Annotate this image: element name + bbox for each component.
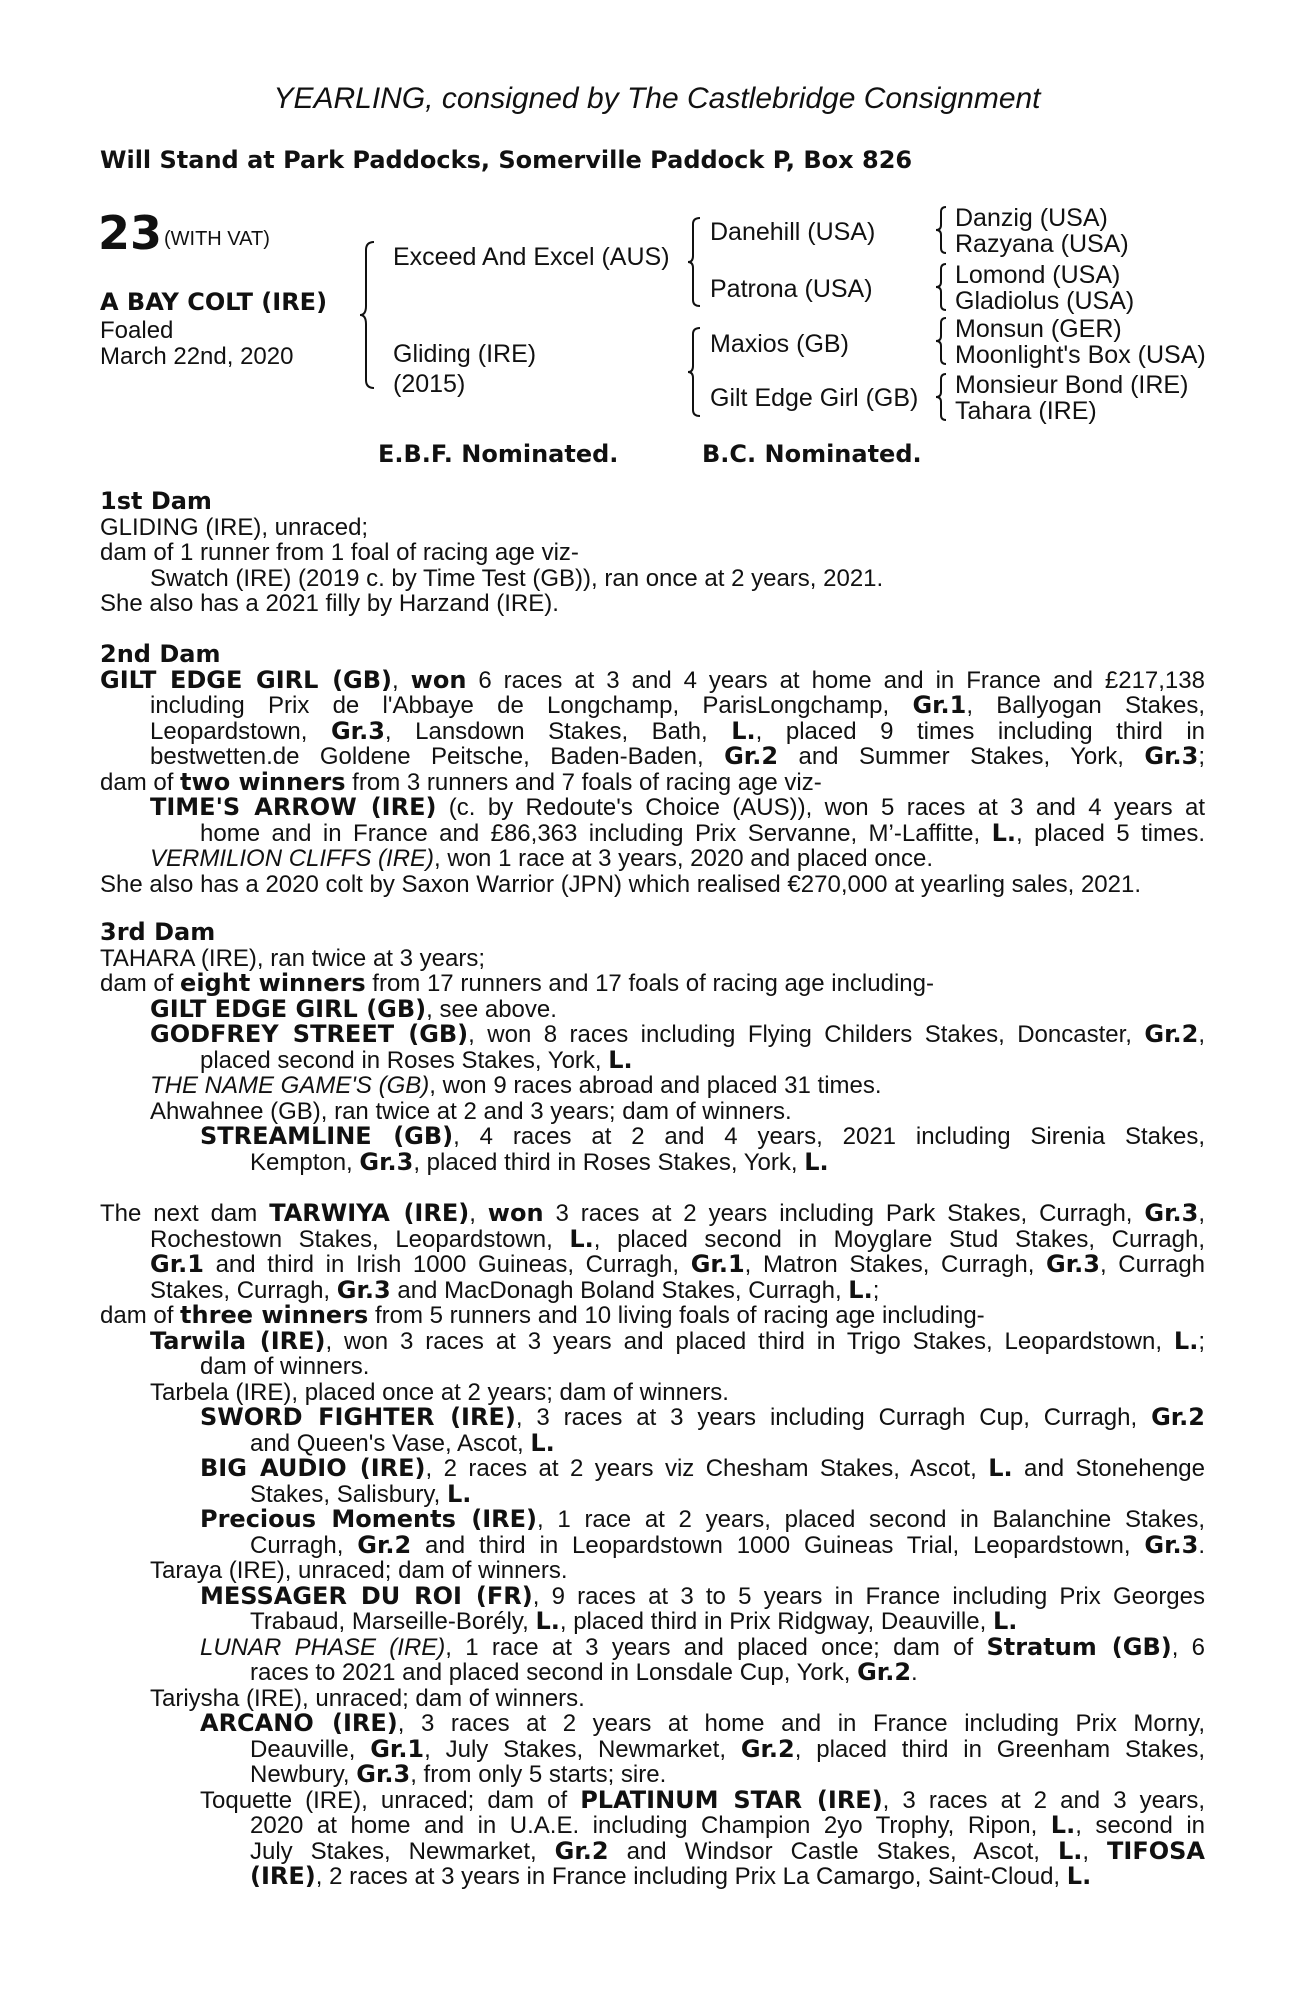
page-title: YEARLING, consigned by The Castlebridge Consignment xyxy=(273,82,1041,115)
text-line xyxy=(100,1124,1205,1150)
text-fragment: , 1 race at 2 years, placed second in Balanchine Stakes, xyxy=(537,1506,1205,1533)
horse-name: TIME'S ARROW (IRE) xyxy=(150,793,437,821)
grade-label: L. xyxy=(446,1479,472,1508)
third-dam-section xyxy=(100,920,1205,1175)
text-fragment: from 5 runners and 10 living foals of racing age including- xyxy=(368,1302,985,1329)
text-fragment: and third in Leopardstown 1000 Guineas Trial, Leopardstown, xyxy=(411,1531,1145,1559)
text-fragment: ; xyxy=(1198,743,1205,770)
text-line: GLIDING (IRE), unraced; xyxy=(100,513,369,541)
text-line xyxy=(100,693,1205,719)
text-fragment: and Queen's Vase, Ascot, xyxy=(250,1429,531,1457)
text-fragment: Leopardstown, xyxy=(150,717,331,745)
grade-label: Gr.3 xyxy=(1046,1250,1100,1278)
text-fragment: Trabaud, Marseille-Borély, xyxy=(250,1608,536,1635)
pedigree-g4: Gladiolus (USA) xyxy=(955,287,1135,315)
bold-word: eight winners xyxy=(180,969,366,997)
pedigree-g3: Lomond (USA) xyxy=(955,261,1121,289)
grade-label: Gr.3 xyxy=(1144,1199,1199,1227)
text-fragment: , placed 9 times including third in xyxy=(755,717,1206,745)
horse-name: MESSAGER DU ROI (FR) xyxy=(200,1581,533,1610)
text-fragment: Rochestown Stakes, Leopardstown, xyxy=(150,1225,570,1253)
pedigree-g7: Monsieur Bond (IRE) xyxy=(955,371,1189,399)
text-line xyxy=(100,846,1205,872)
text-fragment: and Summer Stakes, York, xyxy=(778,743,1145,770)
grade-label: Gr.1 xyxy=(690,1250,745,1278)
text-fragment: , 3 races at 2 years at home and in France including Prix Morny, xyxy=(397,1710,1205,1737)
text-line xyxy=(100,971,1205,997)
grade-label: L. xyxy=(731,716,756,745)
text-fragment: , placed third in Roses Stakes, York, xyxy=(413,1148,805,1176)
horse-name: GILT EDGE GIRL (GB) xyxy=(150,994,427,1023)
bold-word: two winners xyxy=(180,767,346,796)
text-fragment: , Matron Stakes, Curragh, xyxy=(744,1251,1047,1278)
horse-name: TIFOSA xyxy=(1107,1836,1205,1865)
second-dam-heading: 2nd Dam xyxy=(100,640,221,668)
grade-label: Gr.1 xyxy=(912,691,967,719)
text-line: The next dam TARWIYA (IRE), won 3 races at 2 years including Park Stakes, Curragh, Gr.3, xyxy=(100,1199,1206,1227)
ebf-nominated: E.B.F. Nominated. xyxy=(378,440,619,468)
text-fragment: , 3 races at 2 and 3 years, xyxy=(882,1786,1205,1814)
text-fragment: dam of xyxy=(100,1302,181,1329)
text-fragment: , 3 races at 3 years including Curragh Cup, Curragh, xyxy=(515,1404,1152,1431)
text-line xyxy=(100,1813,1205,1839)
horse-name: STREAMLINE (GB) xyxy=(200,1122,454,1150)
text-fragment: , second in xyxy=(1075,1812,1205,1839)
text-fragment: 6 races at 3 and 4 years at home and in France and £217,138 xyxy=(466,666,1205,694)
grade-label: L. xyxy=(608,1045,633,1074)
horse-name: Precious Moments (IRE) xyxy=(200,1505,538,1533)
grade-label: L. xyxy=(804,1147,829,1176)
pedigree-bracket-sire xyxy=(688,216,704,308)
text-fragment: and MacDonagh Boland Stakes, Curragh, xyxy=(390,1276,849,1304)
bc-nominated: B.C. Nominated. xyxy=(702,440,922,468)
text-line: Tarwila (IRE), won 3 races at 3 years and placed third in Trigo Stakes, Leopardstown, L.; xyxy=(150,1326,1205,1355)
text-line xyxy=(100,1275,1205,1304)
text-fragment: ; xyxy=(872,1276,880,1304)
text-fragment: , won 1 race at 3 years, 2020 and placed once. xyxy=(434,845,934,872)
text-line xyxy=(100,795,1205,821)
pedigree-sire-sire: Danehill (USA) xyxy=(710,218,876,246)
horse-name: Tarwila (IRE) xyxy=(150,1326,326,1355)
text-fragment: , Lansdown Stakes, Bath, xyxy=(384,717,732,745)
text-line: Tarbela (IRE), placed once at 2 years; dam of winners. xyxy=(150,1378,729,1406)
text-fragment: , won 9 races abroad and placed 31 times. xyxy=(429,1072,882,1099)
text-fragment: . xyxy=(911,1659,918,1686)
lot-name: A BAY COLT (IRE) xyxy=(100,288,328,316)
text-fragment: , from only 5 starts; sire. xyxy=(410,1761,667,1788)
text-line: dam of winners. xyxy=(200,1353,370,1380)
foaled-label: Foaled xyxy=(100,317,174,344)
text-fragment: , xyxy=(1198,1200,1206,1227)
text-fragment: and Stonehenge xyxy=(1012,1455,1206,1482)
text-line xyxy=(100,1073,1205,1099)
text-fragment: Deauville, xyxy=(250,1735,371,1763)
bold-word: three winners xyxy=(180,1301,369,1329)
text-fragment: Newbury, xyxy=(250,1761,357,1788)
text-line xyxy=(100,1530,1205,1559)
text-line xyxy=(100,1864,1205,1890)
text-fragment: home and in France and £86,363 including Prix Servanne, M’-Laffitte, xyxy=(200,819,992,847)
second-dam-section xyxy=(100,642,1205,897)
grade-label: Gr.2 xyxy=(357,1530,412,1559)
text-line: July Stakes, Newmarket, Gr.2 and Windsor Castle Stakes, Ascot, L., TIFOSA xyxy=(250,1836,1205,1865)
text-fragment: 3 races at 2 years including Park Stakes, Curragh, xyxy=(543,1200,1145,1227)
text-line: TAHARA (IRE), ran twice at 3 years; xyxy=(100,944,485,972)
text-line xyxy=(100,818,1206,847)
grade-label: L. xyxy=(1050,1811,1076,1839)
grade-label: Gr.2 xyxy=(554,1836,609,1865)
text-fragment: , 6 xyxy=(1171,1633,1206,1661)
pedigree-bracket-g4 xyxy=(936,372,950,422)
grade-label: Gr.1 xyxy=(150,1250,204,1278)
text-fragment: , placed third in Greenham Stakes, xyxy=(794,1735,1205,1763)
text-fragment: , placed third in Prix Ridgway, Deauville, xyxy=(559,1608,993,1635)
text-line xyxy=(100,1252,1205,1278)
text-fragment: races to 2021 and placed second in Lonsdale Cup, York, xyxy=(250,1659,858,1686)
text-fragment: , won 3 races at 3 years and placed third in Trigo Stakes, Leopardstown, xyxy=(325,1327,1174,1355)
pedigree-dam-year: (2015) xyxy=(393,370,466,398)
horse-name: SWORD FIGHTER (IRE) xyxy=(200,1403,516,1431)
grade-label: L. xyxy=(535,1607,560,1635)
stand-location: Will Stand at Park Paddocks, Somerville Paddock P, Box 826 xyxy=(100,146,913,174)
pedigree-bracket-g1 xyxy=(936,205,950,255)
grade-label: Gr.2 xyxy=(1144,1020,1199,1048)
pedigree-sire: Exceed And Excel (AUS) xyxy=(393,243,670,271)
pedigree-bracket-main xyxy=(360,240,380,390)
text-line: Taraya (IRE), unraced; dam of winners. xyxy=(150,1557,568,1584)
pedigree-g5: Monsun (GER) xyxy=(955,315,1122,343)
grade-label: L. xyxy=(848,1275,873,1304)
grade-label: Gr.2 xyxy=(1151,1403,1205,1431)
text-line xyxy=(100,1303,1205,1329)
horse-name: Stratum (GB) xyxy=(986,1632,1172,1661)
grade-label: L. xyxy=(1057,1836,1083,1865)
text-line: Swatch (IRE) (2019 c. by Time Test (GB)), ran once at 2 years, 2021. xyxy=(150,564,884,592)
text-fragment: , won 8 races including Flying Childers Stakes, Doncaster, xyxy=(468,1021,1145,1048)
text-line: She also has a 2020 colt by Saxon Warrior (JPN) which realised €270,000 at yearling sales, 2021. xyxy=(100,870,1142,898)
horse-name: GODFREY STREET (GB) xyxy=(150,1020,469,1048)
text-line: GILT EDGE GIRL (GB), won 6 races at 3 and 4 years at home and in France and £217,138 xyxy=(100,665,1205,694)
first-dam-heading: 1st Dam xyxy=(100,487,212,515)
text-fragment: and Windsor Castle Stakes, Ascot, xyxy=(608,1837,1058,1865)
text-fragment: from 17 runners and 17 foals of racing age including- xyxy=(365,970,934,997)
text-line xyxy=(100,1734,1205,1763)
text-fragment: , 9 races at 3 to 5 years in France including Prix Georges xyxy=(532,1582,1206,1610)
pedigree-dam: Gliding (IRE) xyxy=(393,340,537,368)
grade-label: Gr.3 xyxy=(1144,1530,1199,1559)
text-line xyxy=(100,1632,1206,1661)
bold-word: won xyxy=(410,665,467,694)
text-line xyxy=(100,1405,1205,1431)
text-line xyxy=(100,1456,1205,1482)
text-line xyxy=(100,1660,1205,1686)
text-line xyxy=(100,1609,1205,1635)
text-line xyxy=(100,1479,1205,1508)
grade-label: Gr.2 xyxy=(740,1734,795,1763)
text-line xyxy=(100,1762,1205,1788)
grade-label: L. xyxy=(1173,1326,1199,1355)
text-fragment: , 2 races at 3 years in France including Prix La Camargo, Saint-Cloud, xyxy=(315,1863,1067,1890)
text-fragment: Stakes, Curragh, xyxy=(150,1276,337,1304)
pedigree-bracket-dam xyxy=(688,326,704,418)
horse-name: VERMILION CLIFFS (IRE) xyxy=(150,845,435,872)
text-fragment: , July Stakes, Newmarket, xyxy=(424,1735,741,1763)
text-line xyxy=(100,994,1205,1023)
lot-number: 23 xyxy=(98,206,163,260)
text-fragment: , 2 races at 2 years viz Chesham Stakes, Ascot, xyxy=(425,1455,989,1482)
text-fragment: including Prix de l'Abbaye de Longchamp, ParisLongchamp, xyxy=(150,692,913,719)
text-line xyxy=(100,1224,1205,1253)
text-fragment: Kempton, xyxy=(250,1148,360,1176)
text-fragment: , Ballyogan Stakes, xyxy=(966,692,1206,719)
horse-name: GILT EDGE GIRL (GB) xyxy=(100,665,393,694)
text-fragment: Toquette (IRE), unraced; dam of xyxy=(200,1786,581,1814)
grade-label: Gr.3 xyxy=(1144,742,1199,770)
grade-label: Gr.3 xyxy=(356,1760,411,1788)
grade-label: Gr.1 xyxy=(370,1734,425,1763)
text-fragment: Curragh, xyxy=(250,1531,358,1559)
horse-name: PLATINUM STAR (IRE) xyxy=(580,1785,883,1814)
text-line xyxy=(100,1711,1205,1737)
text-line xyxy=(100,744,1205,770)
grade-label: L. xyxy=(530,1428,555,1457)
grade-label: L. xyxy=(992,1607,1018,1635)
third-dam-heading: 3rd Dam xyxy=(100,918,216,946)
text-line xyxy=(100,716,1206,745)
text-line xyxy=(100,1785,1205,1814)
grade-label: Gr.2 xyxy=(724,742,779,770)
text-fragment: dam of xyxy=(100,768,181,796)
text-fragment: placed second in Roses Stakes, York, xyxy=(200,1046,609,1074)
text-fragment: July Stakes, Newmarket, xyxy=(250,1837,555,1865)
text-fragment: Stakes, Salisbury, xyxy=(250,1480,447,1508)
next-dam-section xyxy=(100,1201,1205,1890)
grade-label: L. xyxy=(988,1454,1013,1482)
grade-label: Gr.3 xyxy=(336,1275,391,1304)
pedigree-dam-dam: Gilt Edge Girl (GB) xyxy=(710,384,919,412)
horse-name: TARWIYA (IRE) xyxy=(269,1199,470,1227)
grade-label: Gr.3 xyxy=(359,1147,414,1176)
pedigree-bracket-g2 xyxy=(936,262,950,312)
text-line xyxy=(100,1428,1205,1457)
text-fragment: The next dam xyxy=(100,1200,270,1227)
grade-label: L. xyxy=(569,1224,594,1253)
text-line: dam of 1 runner from 1 foal of racing age viz- xyxy=(100,539,579,566)
text-fragment: , 4 races at 2 and 4 years, 2021 including Sirenia Stakes, xyxy=(453,1123,1206,1150)
foaled-date: March 22nd, 2020 xyxy=(100,343,294,370)
pedigree-dam-sire: Maxios (GB) xyxy=(710,330,849,358)
pedigree-sire-dam: Patrona (USA) xyxy=(710,275,873,303)
horse-name: (IRE) xyxy=(250,1862,316,1890)
text-fragment: , xyxy=(1198,1021,1206,1048)
text-line xyxy=(100,1581,1206,1610)
horse-name: LUNAR PHASE (IRE) xyxy=(200,1633,446,1661)
pedigree-g1: Danzig (USA) xyxy=(955,204,1108,232)
text-line xyxy=(100,767,1205,796)
pedigree-bracket-g3 xyxy=(936,316,950,366)
text-line xyxy=(100,1507,1205,1533)
text-line xyxy=(100,1045,1205,1074)
text-fragment: bestwetten.de Goldene Peitsche, Baden-Baden, xyxy=(150,743,725,770)
text-fragment: , placed 5 times. xyxy=(1015,819,1206,847)
text-fragment: , 1 race at 3 years and placed once; dam of xyxy=(445,1633,987,1661)
text-fragment: , see above. xyxy=(426,995,557,1023)
grade-label: Gr.3 xyxy=(330,716,385,745)
first-dam-section xyxy=(100,489,1205,617)
text-line: Tariysha (IRE), unraced; dam of winners. xyxy=(150,1684,585,1712)
text-line xyxy=(100,1147,1205,1176)
text-fragment: from 3 runners and 7 foals of racing age viz- xyxy=(345,768,822,796)
pedigree-g6: Moonlight's Box (USA) xyxy=(955,341,1206,369)
horse-name: ARCANO (IRE) xyxy=(200,1709,398,1737)
grade-label: L. xyxy=(991,818,1016,847)
text-fragment: . xyxy=(1198,1531,1205,1559)
text-line xyxy=(100,1022,1205,1048)
text-fragment: , placed second in Moyglare Stud Stakes, Curragh, xyxy=(593,1225,1205,1253)
text-line: She also has a 2021 filly by Harzand (IRE). xyxy=(100,590,559,617)
text-fragment: (c. by Redoute's Choice (AUS)), won 5 races at 3 and 4 years at xyxy=(436,794,1205,821)
pedigree-g8: Tahara (IRE) xyxy=(955,397,1097,425)
text-fragment: , Curragh xyxy=(1099,1251,1206,1278)
text-fragment: dam of xyxy=(100,970,181,997)
horse-name: THE NAME GAME'S (GB) xyxy=(150,1072,430,1099)
grade-label: Gr.2 xyxy=(857,1658,912,1686)
grade-label: L. xyxy=(1066,1862,1092,1890)
pedigree-g2: Razyana (USA) xyxy=(955,230,1129,258)
text-fragment: and third in Irish 1000 Guineas, Curragh, xyxy=(203,1251,691,1278)
horse-name: BIG AUDIO (IRE) xyxy=(200,1454,426,1482)
text-line: Ahwahnee (GB), ran twice at 2 and 3 years; dam of winners. xyxy=(150,1097,792,1125)
vat-note: (WITH VAT) xyxy=(164,228,270,250)
bold-word: won xyxy=(487,1199,544,1227)
text-fragment: 2020 at home and in U.A.E. including Champion 2yo Trophy, Ripon, xyxy=(250,1812,1051,1839)
